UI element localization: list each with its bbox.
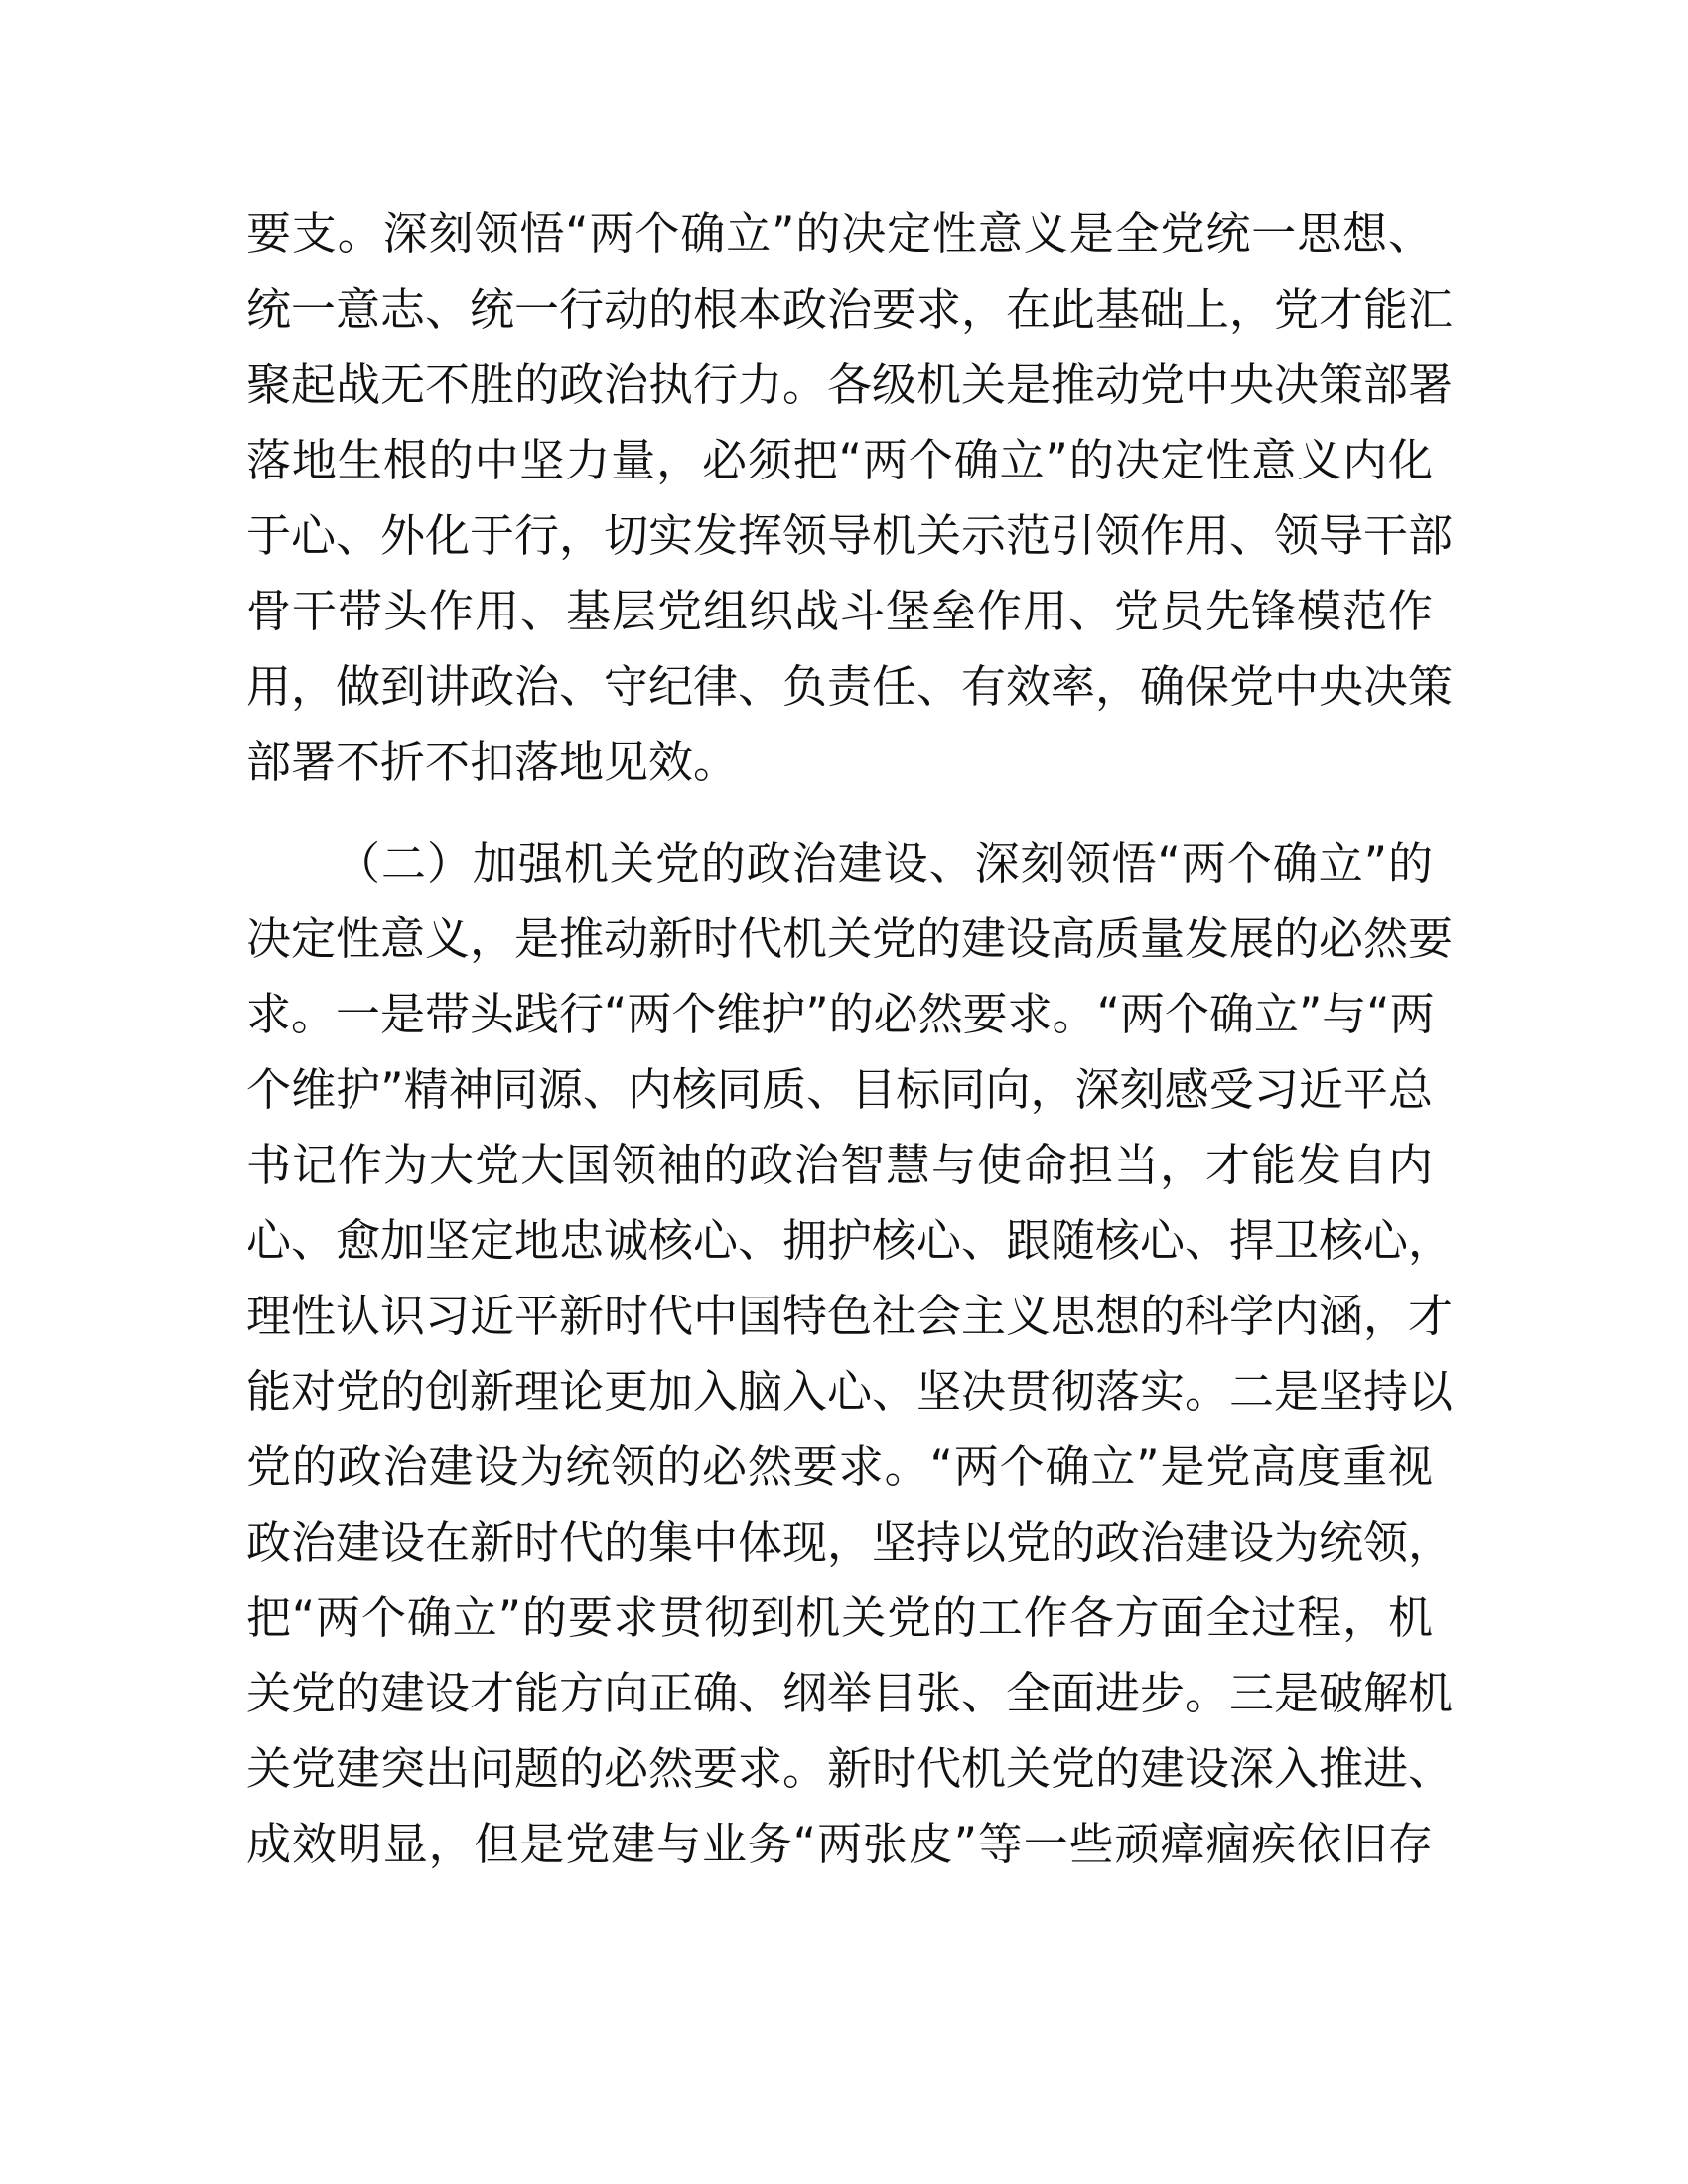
text-line: 理性认识习近平新时代中国特色社会主义思想的科学内涵，才	[246, 1290, 1454, 1342]
text-line: 书记作为大党大国领袖的政治智慧与使命担当，才能发自内	[246, 1139, 1433, 1191]
paragraph-end-line: 部署不折不扣落地见效。	[246, 736, 739, 788]
text-line: 关党建突出问题的必然要求。新时代机关党的建设深入推进、	[246, 1742, 1454, 1795]
text-line: 关党的建设才能方向正确、纲举目张、全面进步。三是破解机	[246, 1667, 1454, 1719]
text-line: 成效明显，但是党建与业务“两张皮”等一些顽瘴痼疾依旧存	[246, 1818, 1433, 1870]
text-line: 要支。深刻领悟“两个确立”的决定性意义是全党统一思想、	[246, 207, 1433, 260]
text-line: 能对党的创新理论更加入脑入心、坚决贯彻落实。二是坚持以	[246, 1365, 1454, 1418]
text-line: 统一意志、统一行动的根本政治要求，在此基础上，党才能汇	[246, 283, 1454, 336]
text-line: 求。一是带头践行“两个维护”的必然要求。“两个确立”与“两	[246, 988, 1435, 1040]
text-line: 个维护”精神同源、内核同质、目标同向，深刻感受习近平总	[246, 1063, 1433, 1116]
text-line: 政治建设在新时代的集中体现，坚持以党的政治建设为统领，	[246, 1516, 1454, 1569]
text-line: 把“两个确立”的要求贯彻到机关党的工作各方面全过程，机	[246, 1591, 1433, 1644]
text-line: 聚起战无不胜的政治执行力。各级机关是推动党中央决策部署	[246, 358, 1454, 411]
text-line: 骨干带头作用、基层党组织战斗堡垒作用、党员先锋模范作	[246, 585, 1433, 637]
section-heading-line: （二）加强机关党的政治建设、深刻领悟“两个确立”的	[336, 837, 1433, 889]
text-line: 决定性意义，是推动新时代机关党的建设高质量发展的必然要	[246, 912, 1454, 965]
text-line: 于心、外化于行，切实发挥领导机关示范引领作用、领导干部	[246, 509, 1454, 562]
text-line: 心、愈加坚定地忠诚核心、拥护核心、跟随核心、捍卫核心，	[246, 1214, 1454, 1267]
text-line: 党的政治建设为统领的必然要求。“两个确立”是党高度重视	[246, 1440, 1433, 1493]
text-line: 用，做到讲政治、守纪律、负责任、有效率，确保党中央决策	[246, 660, 1454, 713]
text-line: 落地生根的中坚力量，必须把“两个确立”的决定性意义内化	[246, 434, 1433, 486]
